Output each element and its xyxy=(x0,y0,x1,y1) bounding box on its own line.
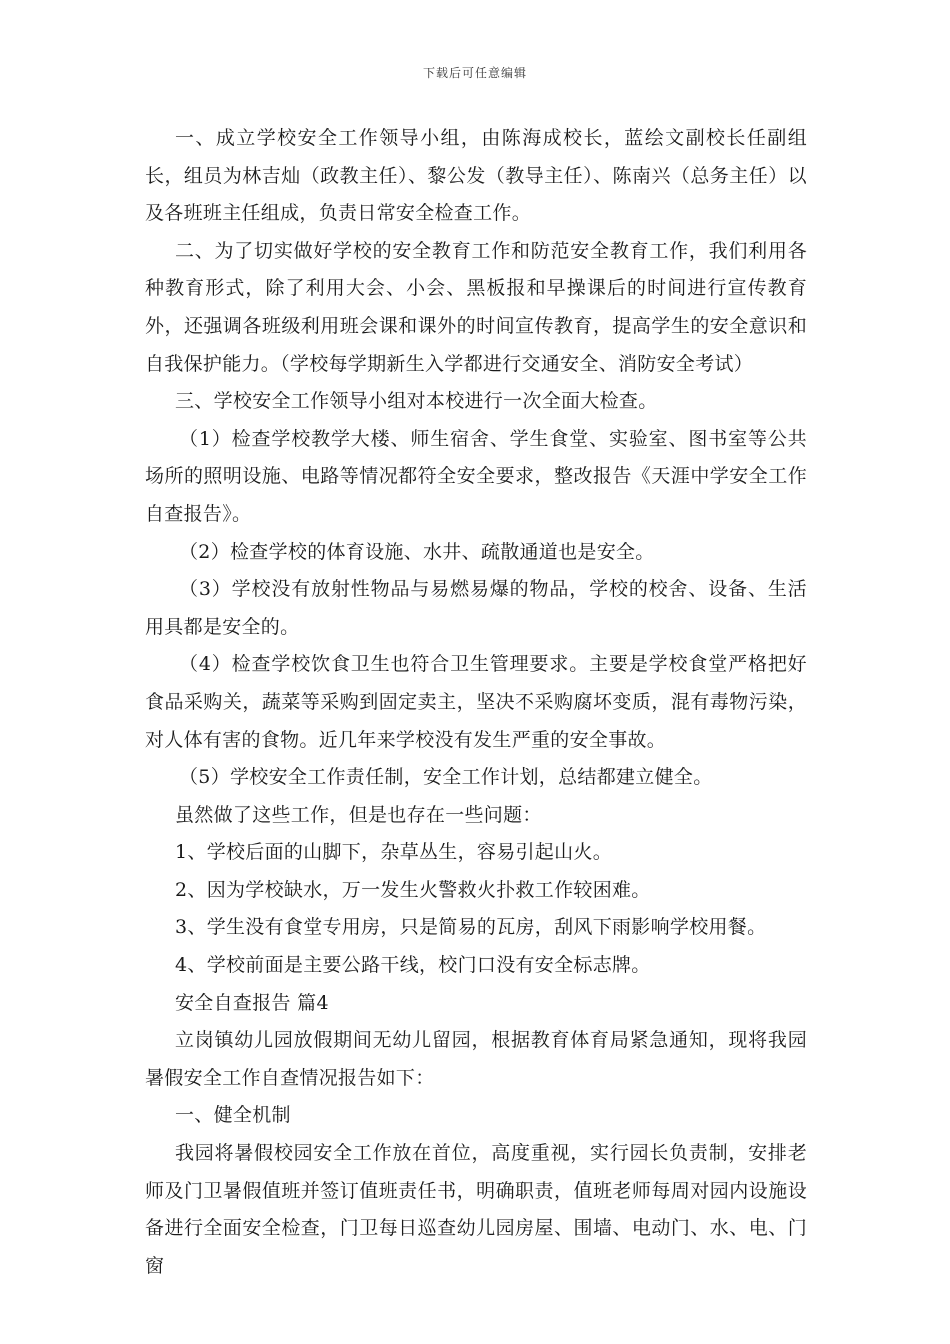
paragraph-summer-safety: 我园将暑假校园安全工作放在首位，高度重视，实行园长负责制，安排老师及门卫暑假值班并签订值班责任书，明确职责，值班老师每周对园内设施设备进行全面安全检查，门卫每日巡查幼儿园房屋、围墙、电动门、水、电、门窗 xyxy=(145,1142,807,1277)
paragraph-problems-intro: 虽然做了这些工作，但是也存在一些问题： xyxy=(175,803,542,826)
document-body xyxy=(145,120,807,1285)
paragraph-inspection-intro: 三、学校安全工作领导小组对本校进行一次全面大检查。 xyxy=(175,390,658,413)
paragraph-safety-education: 二、为了切实做好学校的安全教育工作和防范安全教育工作，我们利用各种教育形式，除了利用大会、小会、黑板报和早操课后的时间进行宣传教育外，还强调各班级利用班会课和课外的时间宣传教育，提高学生的安全意识和自我保护能力。（学校每学期新生入学都进行交通安全、消防安全考试） xyxy=(145,239,807,375)
paragraph-kindergarten-intro: 立岗镇幼儿园放假期间无幼儿留园，根据教育体育局紧急通知，现将我园暑假安全工作自查情况报告如下： xyxy=(145,1029,807,1089)
section-heading-report-4: 安全自查报告 篇4 xyxy=(175,991,329,1014)
paragraph-problem-4: 4、学校前面是主要公路干线，校门口没有安全标志牌。 xyxy=(175,954,651,977)
subheading-mechanism: 一、健全机制 xyxy=(175,1104,291,1127)
paragraph-check-3: （3）学校没有放射性物品与易燃易爆的物品，学校的校舍、设备、生活用具都是安全的。 xyxy=(145,578,807,638)
paragraph-safety-team: 一、成立学校安全工作领导小组，由陈海成校长，蓝绘文副校长任副组长，组员为林吉灿（政教主任）、黎公发（教导主任）、陈南兴（总务主任）以及各班班主任组成，负责日常安全检查工作。 xyxy=(145,127,807,225)
paragraph-check-4: （4）检查学校饮食卫生也符合卫生管理要求。主要是学校食堂严格把好食品采购关，蔬菜等采购到固定卖主，坚决不采购腐坏变质，混有毒物污染，对人体有害的食物。近几年来学校没有发生严重的安全事故。 xyxy=(145,653,807,751)
paragraph-check-5: （5）学校安全工作责任制，安全工作计划，总结都建立健全。 xyxy=(179,766,713,789)
paragraph-problem-2: 2、因为学校缺水，万一发生火警救火扑救工作较困难。 xyxy=(175,878,651,901)
paragraph-problem-1: 1、学校后面的山脚下，杂草丛生，容易引起山火。 xyxy=(175,841,612,864)
page-header-note: 下载后可任意编辑 xyxy=(422,66,527,80)
paragraph-problem-3: 3、学生没有食堂专用房，只是简易的瓦房，刮风下雨影响学校用餐。 xyxy=(175,916,767,939)
paragraph-check-1: （1）检查学校教学大楼、师生宿舍、学生食堂、实验室、图书室等公共场所的照明设施、电路等情况都符全安全要求，整改报告《天涯中学安全工作自查报告》。 xyxy=(145,427,807,525)
paragraph-check-2: （2）检查学校的体育设施、水井、疏散通道也是安全。 xyxy=(179,540,655,563)
